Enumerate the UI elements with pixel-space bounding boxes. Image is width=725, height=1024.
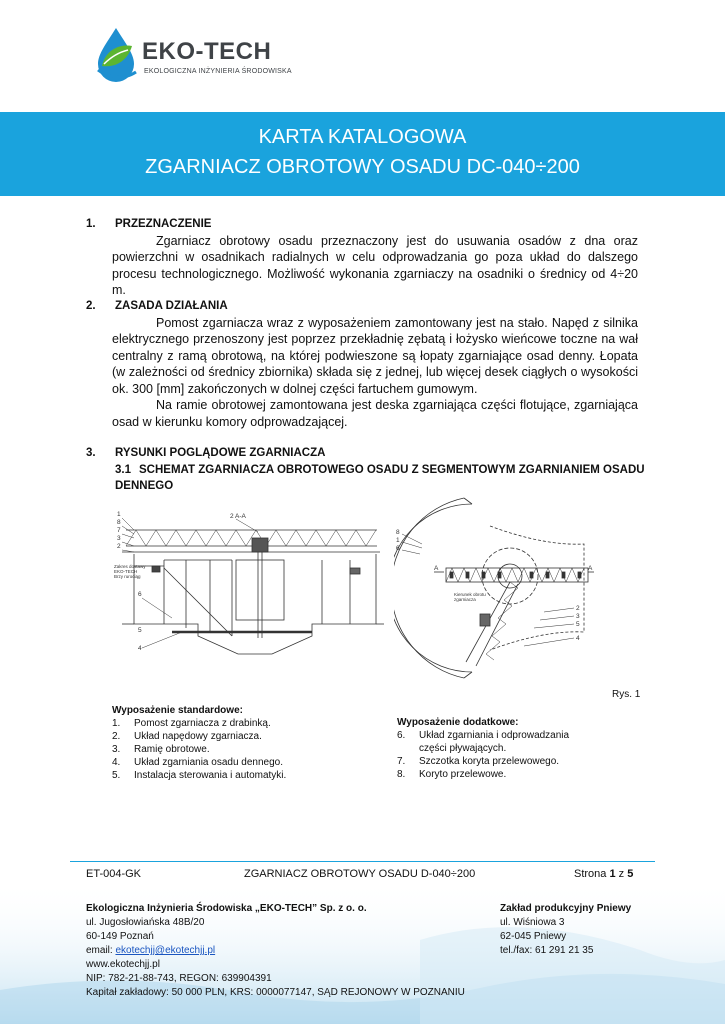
section-paragraph [112,233,638,299]
section-heading [86,216,638,233]
item-text: Koryto przelewowe. [419,769,507,780]
section-title: ZASADA DZIAŁANIA [115,300,228,312]
company-name: Ekologiczna Inżynieria Środowiska „EKO-TECH” Sp. z o. o. [86,903,367,914]
section-title: PRZEZNACZENIE [115,218,212,230]
page-indicator [574,866,633,882]
item-number: 4. [112,757,121,768]
company-city: 60-149 Poznań [86,931,154,942]
drawing-label: 6 [396,545,400,552]
drawing-note: Zakres dostawy [114,564,146,569]
list-item [397,729,597,755]
section-title: RYSUNKI POGLĄDOWE ZGARNIACZA [115,447,326,459]
section-purpose [86,216,638,299]
subsection-heading [115,462,645,494]
drawing-label: 4 [138,645,142,652]
item-number: 8. [397,769,406,780]
section-paragraph [112,397,638,430]
item-text: Pomost zgarniacza z drabinką. [134,718,271,729]
drawing-label: 1 [117,511,121,518]
company-email-line [86,944,465,958]
email-link[interactable]: ekotechjj@ekotechjj.pl [115,945,216,956]
section-number: 2. [86,300,96,312]
water-drop-leaf-icon [92,26,140,82]
section-heading [86,445,638,462]
paragraph-text: Zgarniacz obrotowy osadu przeznaczony jest do usuwania osadów z dna oraz powierzchni w osadnikach radialnych w celu odprowadzania go poza układ do dalszego procesu technologicznego. Możliwość wykonania zgarniaczy na osadniki o średnicy od 4÷20 m. [112,233,638,297]
email-label: email: [86,945,116,956]
plant-street: ul. Wiśniowa 3 [500,917,565,928]
company-logo [92,24,292,84]
company-capital: Kapitał zakładowy: 50 000 PLN, KRS: 0000077147, SĄD REJONOWY W POZNANIU [86,987,465,998]
list-item [112,730,362,743]
section-principle [86,298,638,430]
list-item [112,743,362,756]
company-nip: NIP: 782-21-88-743, REGON: 639904391 [86,973,272,984]
cross-section-drawing [112,508,390,680]
page-current: 1 [609,868,616,880]
drawing-label: 5 [138,627,142,634]
paragraph-text: Na ramie obrotowej zamontowana jest deska zgarniająca części flotujące, zgarniająca osad w kierunku komory odprowadzającej. [112,398,638,429]
footer-divider [70,861,655,862]
subsection-title: SCHEMAT ZGARNIACZA OBROTOWEGO OSADU Z SEGMENTOWYM ZGARNIANIEM OSADU DENNEGO [115,464,645,492]
section-mark: A [434,565,439,572]
company-street: ul. Jugosłowiańska 48B/20 [86,917,205,928]
drawing-label: 3 [576,613,580,620]
list-item [112,717,362,730]
list-title: Wyposażenie standardowe: [112,705,243,716]
list-item [397,755,597,768]
section-mark: A [588,565,593,572]
item-text: Instalacja sterowania i automatyki. [134,770,287,781]
standard-equipment-list [112,704,362,782]
section-number: 1. [86,218,96,230]
logo-tagline: EKOLOGICZNA INŻYNIERIA ŚRODOWISKA [144,68,292,75]
section-paragraph [112,315,638,398]
drawing-label: 5 [576,621,580,628]
item-number: 7. [397,756,406,767]
page-separator: z [615,868,628,880]
additional-equipment-list [397,716,597,781]
page-prefix: Strona [574,868,610,880]
figure-caption: Rys. 1 [612,689,641,700]
item-text: Ramię obrotowe. [134,744,210,755]
plant-city: 62-045 Pniewy [500,931,567,942]
page-total: 5 [627,868,634,880]
drawing-label: 1 [396,537,400,544]
subsection-number: 3.1 [115,464,131,476]
list-item [112,756,362,769]
company-website[interactable]: www.ekotechjj.pl [86,959,160,970]
item-number: 3. [112,744,121,755]
drawing-label: 2 [576,605,580,612]
title-banner [0,112,725,196]
drawing-label: 7 [117,527,121,534]
section-heading [86,298,638,315]
drawing-label: 2 [117,543,121,550]
drawing-label: 8 [396,529,400,536]
plant-name: Zakład produkcyjny Pniewy [500,903,632,914]
paragraph-text: Pomost zgarniacza wraz z wyposażeniem zamontowany jest na stało. Napęd z silnika elektrycznego przenoszony jest poprzez przekładnię zębatą i łożysko wieńcowe toczne na wał centralny z ramą obrotową, na której podwieszone są łopaty zgarniające osad denny. Łopata (w zależności od średnicy zbiornika) składa się z jednej, lub więcej desek ciągłych o wysokości ok. 300 [mm] zakończonych w dolnej części fartuchem gumowym. [112,315,638,396]
item-text: Układ napędowy zgarniacza. [134,731,262,742]
drawing-note: Brzy rurociąg [114,574,141,579]
section-number: 3. [86,447,96,459]
item-number: 6. [397,730,406,741]
logo-wordmark: EKO-TECH [142,38,272,65]
drawing-label: 3 [117,535,121,542]
item-text: Układ zgarniania i odprowadzania części pływających. [419,730,570,754]
list-item [112,769,362,782]
company-address-block [86,902,465,1000]
footer-doc-title: ZGARNIACZ OBROTOWY OSADU D-040÷200 [244,868,476,880]
document-code: ET-004-GK [86,868,142,880]
item-number: 2. [112,731,121,742]
plant-phone: tel./fax: 61 291 21 35 [500,945,594,956]
item-text: Szczotka koryta przelewowego. [419,756,560,767]
document-title: KARTA KATALOGOWA [258,126,467,148]
drawing-label: 4 [576,635,580,642]
list-item [397,768,597,781]
drawing-note: Kierunek obrotu [454,592,486,597]
section-drawings [86,445,638,462]
plan-view-drawing [394,496,594,682]
plant-address-block [500,902,631,958]
list-title: Wyposażenie dodatkowe: [397,717,519,728]
drawing-label: 8 [117,519,121,526]
drawing-section-label: 2 A-A [230,513,246,520]
item-number: 1. [112,718,121,729]
item-text: Układ zgarniania osadu dennego. [134,757,283,768]
drawing-note: zgarniacza [454,597,476,602]
drawing-label: 6 [138,591,142,598]
drawing-note: EKO-TECH [114,569,138,574]
product-title: ZGARNIACZ OBROTOWY OSADU DC-040÷200 [145,156,580,178]
item-number: 5. [112,770,121,781]
